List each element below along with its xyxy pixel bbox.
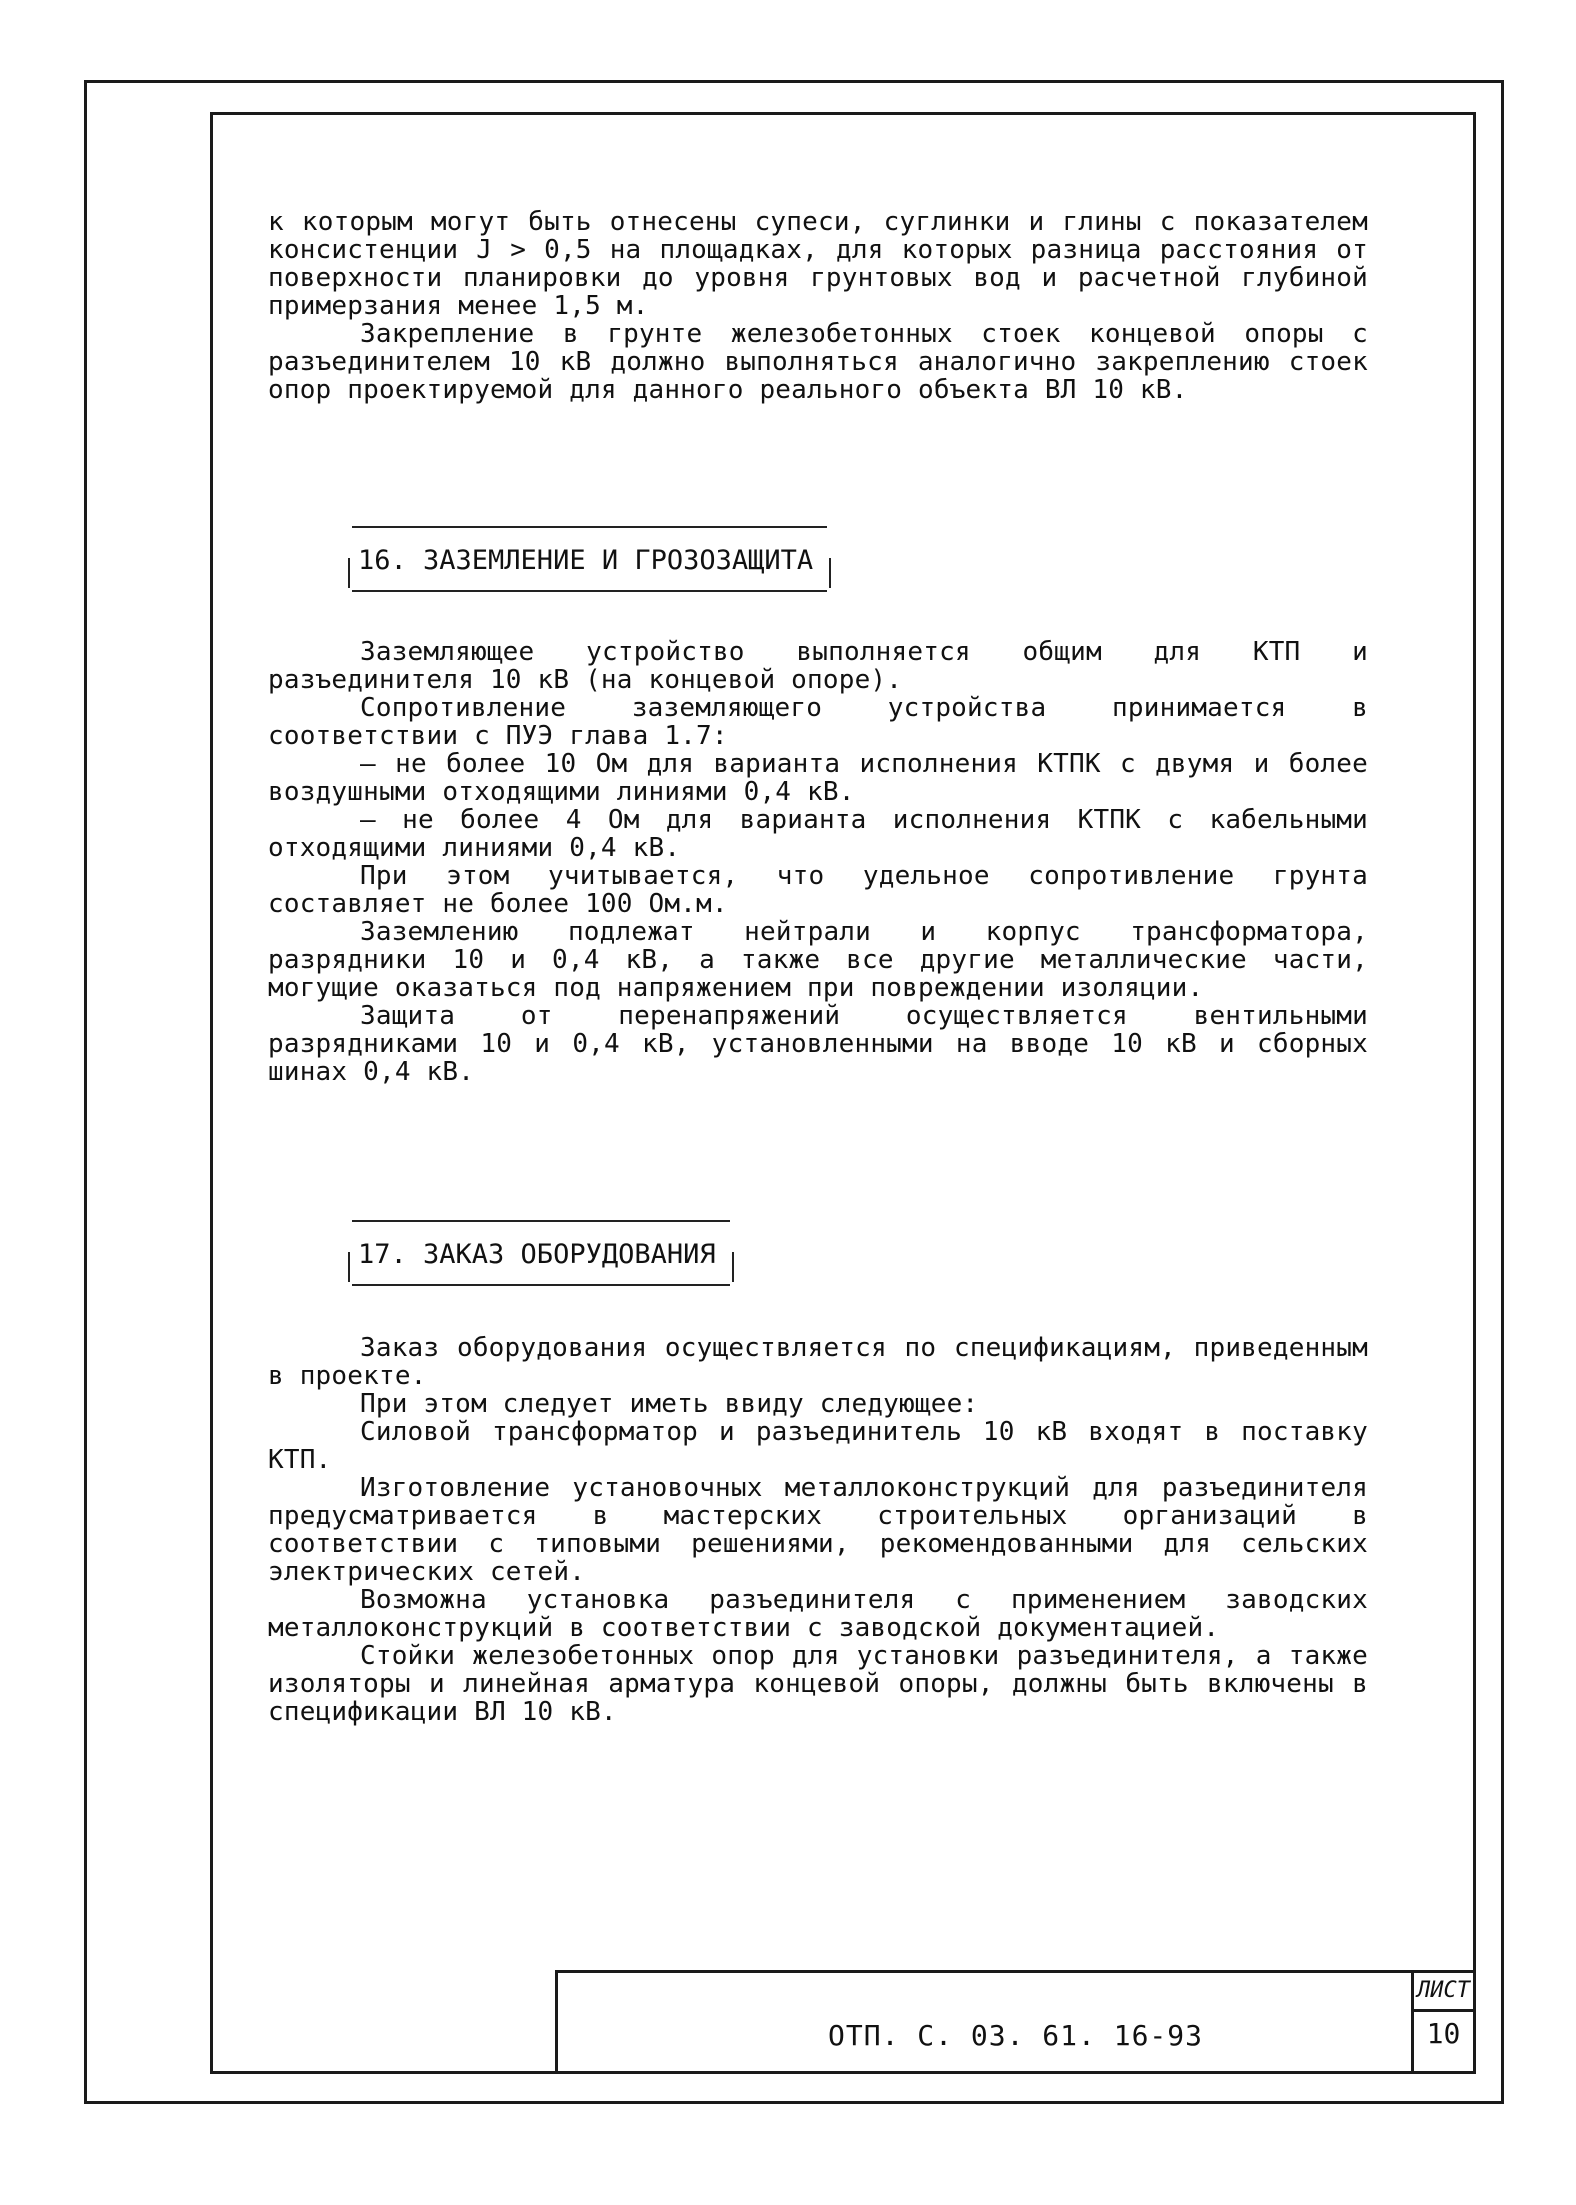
intro-text — [268, 208, 1368, 404]
section-17-paragraph: Изготовление установочных металлоконструкций для разъединителя предусматривается в мастерских строительных организаций в соответствии с типовыми решениями, рекомендованными для сельских электрических сетей. — [268, 1473, 1368, 1587]
sheet-number: 10 — [1426, 2017, 1461, 2050]
intro-paragraph-1: к которым могут быть отнесены супеси, суглинки и глины с показателем консистенции J > 0,5 на площадках, для которых разница расстояния от поверхности планировки до уровня грунтовых вод и расчетной глубиной примерзания менее 1,5 м. — [268, 207, 1368, 321]
intro-paragraph-2: Закрепление в грунте железобетонных стоек концевой опоры с разъединителем 10 кВ должно выполняться аналогично закреплению стоек опор проектируемой для данного реального объекта ВЛ 10 кВ. — [268, 319, 1368, 405]
sheet-label: ЛИСТ — [1414, 1973, 1473, 2012]
section-16-paragraph: Сопротивление заземляющего устройства принимается в соответствии с ПУЭ глава 1.7: — [268, 693, 1368, 751]
section-16-paragraph: Защита от перенапряжений осуществляется вентильными разрядниками 10 и 0,4 кВ, установленными на вводе 10 кВ и сборных шинах 0,4 кВ. — [268, 1001, 1368, 1087]
section-16-paragraph: Заземлению подлежат нейтрали и корпус трансформатора, разрядники 10 и 0,4 кВ, а также все другие металлические части, могущие оказаться под напряжением при повреждении изоляции. — [268, 917, 1368, 1003]
section-16-heading: 16. ЗАЗЕМЛЕНИЕ И ГРОЗОЗАЩИТА — [352, 526, 827, 592]
section-17-paragraph: При этом следует иметь ввиду следующее: — [360, 1389, 979, 1419]
section-17-paragraph: Заказ оборудования осуществляется по спецификациям, приведенным в проекте. — [268, 1333, 1368, 1391]
section-17-paragraph: Силовой трансформатор и разъединитель 10 кВ входят в поставку КТП. — [268, 1417, 1368, 1475]
inner-frame — [210, 112, 1476, 2074]
section-17-heading: 17. ЗАКАЗ ОБОРУДОВАНИЯ — [352, 1220, 730, 1286]
section-16-paragraph: – не более 4 Ом для варианта исполнения КТПК с кабельными отходящими линиями 0,4 кВ. — [268, 805, 1368, 863]
sheet-cell — [1411, 1973, 1473, 2074]
section-16-paragraph: – не более 10 Ом для варианта исполнения КТПК с двумя и более воздушными отходящими линиями 0,4 кВ. — [268, 749, 1368, 807]
title-block — [555, 1970, 1473, 2074]
section-16-paragraph: Заземляющее устройство выполняется общим для КТП и разъединителя 10 кВ (на концевой опоре). — [268, 637, 1368, 695]
section-17-paragraph: Возможна установка разъединителя с применением заводских металлоконструкций в соответствии с заводской документацией. — [268, 1585, 1368, 1643]
section-16-paragraph: При этом учитывается, что удельное сопротивление грунта составляет не более 100 Ом.м. — [268, 861, 1368, 919]
section-16-body — [268, 638, 1368, 1086]
section-17-body — [268, 1334, 1368, 1726]
section-17-paragraph: Стойки железобетонных опор для установки разъединителя, а также изоляторы и линейная арматура концевой опоры, должны быть включены в спецификации ВЛ 10 кВ. — [268, 1641, 1368, 1727]
document-code: ОТП. С. 03. 61. 16-93 — [828, 2019, 1204, 2052]
